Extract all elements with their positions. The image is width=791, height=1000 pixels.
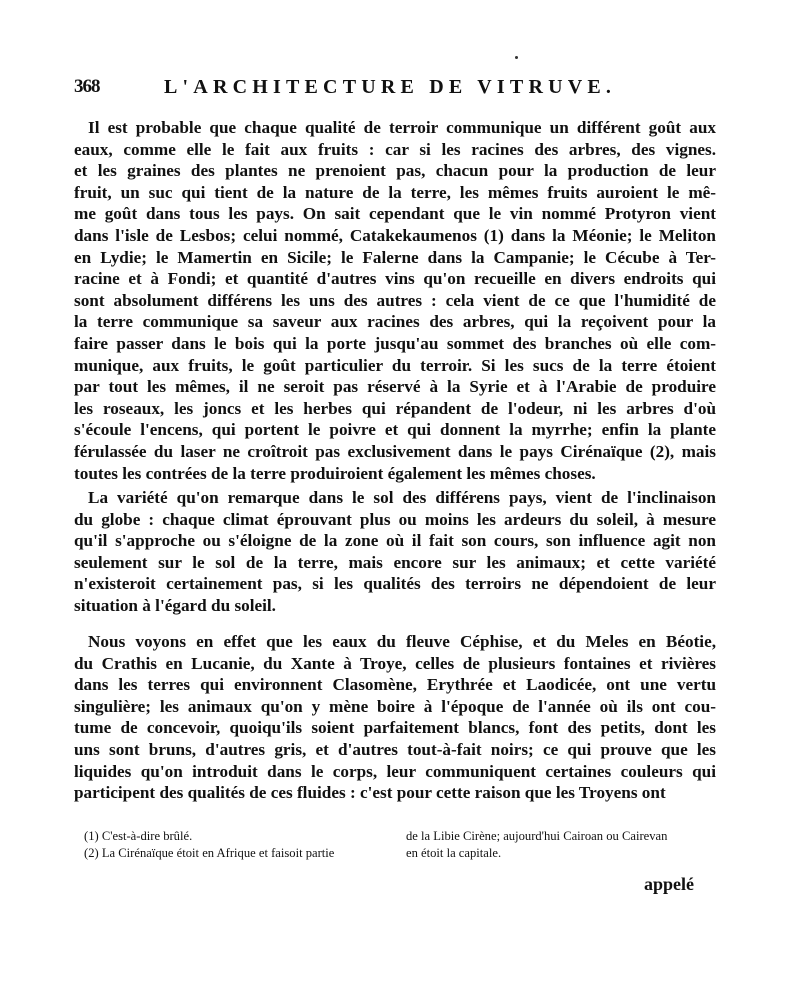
- paragraph-1: [74, 117, 716, 484]
- footnote-line: (1) C'est-à-dire brûlé.: [84, 829, 193, 843]
- text-line: munique, aux fruits, le goût particulier du terroir. Si les sucs de la terre étoient: [74, 355, 716, 375]
- text-line: liquides qu'on introduit dans le corps, leur communiquent certaines couleurs qui: [74, 761, 716, 781]
- text-line: et les graines des plantes ne prenoient pas, chacun pour la production de leur: [74, 161, 716, 181]
- catchword: appelé: [644, 874, 695, 894]
- text-line: me goût dans tous les pays. On sait cependant que le vin nommé Protyron vient: [74, 204, 716, 224]
- text-line: s'écoule l'encens, qui portent le poivre et qui donnent la myrrhe; enfin la plante: [74, 420, 716, 440]
- page-number: 368: [74, 76, 100, 97]
- footnote-line: en étoit la capitale.: [406, 846, 502, 860]
- text-line: Il est probable que chaque qualité de terroir communique un différent goût aux: [88, 118, 716, 137]
- text-line: fruit, un suc qui tient de la nature de la terre, les mêmes fruits auroient le mê-: [74, 182, 716, 202]
- footnotes-left-column: [84, 828, 364, 862]
- text-line: tume de concevoir, quoiqu'ils soient parfaitement blancs, font des petits, dont les: [74, 718, 716, 738]
- text-line: les roseaux, les joncs et les herbes qui répandent de l'odeur, ni les arbres d'où: [74, 398, 716, 418]
- text-line: n'existeroit certainement pas, si les qualités des terroirs ne dépendoient de leur: [74, 574, 716, 594]
- text-line: dans l'isle de Lesbos; celui nommé, Catakekaumenos (1) dans la Méonie; le Meliton: [74, 225, 716, 245]
- footnotes-right-column: [406, 828, 716, 862]
- text-line: singulière; les animaux qu'on y mène boire à l'époque de l'année où ils ont cou-: [74, 696, 716, 716]
- paragraph-2: [74, 487, 716, 617]
- footnote-line: de la Libie Cirène; aujourd'hui Cairoan ou Cairevan: [406, 829, 668, 843]
- text-line: Nous voyons en effet que les eaux du fleuve Céphise, et du Meles en Béotie,: [88, 632, 716, 651]
- text-line: par tout les mêmes, il ne seroit pas réservé à la Syrie et à l'Arabie de produire: [74, 377, 716, 397]
- scan-speck: [515, 56, 518, 59]
- text-line: participent des qualités de ces fluides : c'est pour cette raison que les Troyens ont: [74, 783, 666, 803]
- text-line: uns sont bruns, d'autres gris, et d'autres tout-à-fait noirs; ce qui prouve que les: [74, 739, 716, 759]
- text-line: qu'il s'approche ou s'éloigne de la zone où il fait son cours, son influence agit non: [74, 531, 716, 551]
- text-line: dans les terres qui environnent Clasomène, Erythrée et Laodicée, ont une vertu: [74, 675, 716, 695]
- paragraph-3: [74, 631, 716, 804]
- text-line: du Crathis en Lucanie, du Xante à Troye, celles de plusieurs fontaines et rivières: [74, 653, 716, 673]
- text-line: du globe : chaque climat éprouvant plus ou moins les ardeurs du soleil, à mesure: [74, 509, 716, 529]
- text-line: faire passer dans le bois qui la porte jusqu'au sommet des branches où elle com-: [74, 333, 716, 353]
- text-line: en Lydie; le Mamertin en Sicile; le Falerne dans la Campanie; le Cécube à Ter-: [74, 247, 716, 267]
- page-header: [74, 76, 714, 102]
- text-line: eaux, comme elle le fait aux fruits : car si les racines des arbres, des vignes.: [74, 139, 716, 159]
- text-line: situation à l'égard du soleil.: [74, 595, 276, 615]
- text-line: férulassée du laser ne croîtroit pas exclusivement dans le pays Cirénaïque (2), mais: [74, 441, 716, 461]
- text-line: sont absolument différens les uns des autres : cela vient de ce que l'humidité de: [74, 290, 716, 310]
- text-line: La variété qu'on remarque dans le sol des différens pays, vient de l'inclinaison: [88, 488, 716, 507]
- text-line: racine et à Fondi; et quantité d'autres vins qu'on recueille en divers endroits qui: [74, 269, 716, 289]
- footnote-line: (2) La Cirénaïque étoit en Afrique et faisoit partie: [84, 846, 335, 860]
- running-title: L'ARCHITECTURE DE VITRUVE.: [164, 76, 617, 98]
- text-line: toutes les contrées de la terre produiroient également les mêmes choses.: [74, 463, 596, 483]
- text-line: seulement sur le sol de la terre, mais encore sur les animaux; et cette variété: [74, 552, 716, 572]
- text-line: la terre communique sa saveur aux racines des arbres, qui la reçoivent pour la: [74, 312, 716, 332]
